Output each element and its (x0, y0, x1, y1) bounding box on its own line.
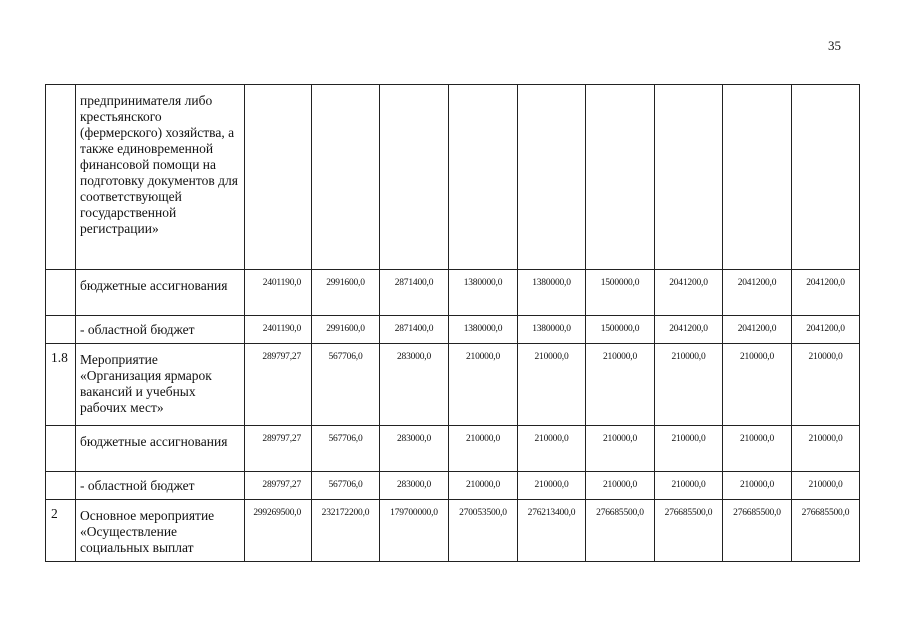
value-cell: 283000,0 (380, 472, 449, 500)
row-number (46, 270, 76, 316)
value-cell: 289797,27 (245, 472, 312, 500)
value-cell: 210000,0 (723, 426, 792, 472)
value-cell: 179700000,0 (380, 500, 449, 562)
value-cell: 2041200,0 (792, 316, 860, 344)
value-cell: 283000,0 (380, 344, 449, 426)
value-cell: 210000,0 (655, 472, 723, 500)
table-row (46, 426, 860, 472)
value-cell: 210000,0 (586, 426, 655, 472)
value-cell: 210000,0 (723, 344, 792, 426)
value-cell: 270053500,0 (449, 500, 518, 562)
value-cell: 2041200,0 (723, 316, 792, 344)
value-cell: 2871400,0 (380, 270, 449, 316)
value-cell: 2041200,0 (655, 270, 723, 316)
value-cell (655, 85, 723, 270)
table-row (46, 500, 860, 562)
value-cell: 210000,0 (655, 344, 723, 426)
row-number: 2 (46, 500, 76, 562)
value-cell: 2041200,0 (723, 270, 792, 316)
row-number (46, 426, 76, 472)
value-cell: 2401190,0 (245, 316, 312, 344)
value-cell: 1500000,0 (586, 316, 655, 344)
value-cell: 2991600,0 (312, 270, 380, 316)
value-cell: 276685500,0 (792, 500, 860, 562)
value-cell: 2041200,0 (792, 270, 860, 316)
value-cell: 210000,0 (655, 426, 723, 472)
row-number (46, 85, 76, 270)
value-cell: 1500000,0 (586, 270, 655, 316)
value-cell: 210000,0 (449, 472, 518, 500)
value-cell: 2991600,0 (312, 316, 380, 344)
value-cell: 210000,0 (518, 344, 586, 426)
value-cell: 567706,0 (312, 344, 380, 426)
value-cell: 567706,0 (312, 426, 380, 472)
row-description: Основное мероприятие «Осуществление социальных выплат (76, 500, 245, 562)
value-cell (518, 85, 586, 270)
value-cell: 210000,0 (518, 426, 586, 472)
row-number: 1.8 (46, 344, 76, 426)
value-cell: 299269500,0 (245, 500, 312, 562)
value-cell: 2401190,0 (245, 270, 312, 316)
page-number: 35 (828, 38, 841, 53)
value-cell: 210000,0 (792, 344, 860, 426)
table-row (46, 85, 860, 270)
value-cell: 210000,0 (723, 472, 792, 500)
table-row (46, 316, 860, 344)
value-cell: 210000,0 (792, 472, 860, 500)
value-cell (245, 85, 312, 270)
value-cell: 210000,0 (449, 426, 518, 472)
value-cell: 1380000,0 (449, 270, 518, 316)
row-number (46, 316, 76, 344)
table-row (46, 270, 860, 316)
row-description: бюджетные ассигнования (76, 270, 245, 316)
value-cell: 1380000,0 (449, 316, 518, 344)
budget-table (45, 84, 860, 562)
row-description: бюджетные ассигнования (76, 426, 245, 472)
value-cell (586, 85, 655, 270)
value-cell: 210000,0 (449, 344, 518, 426)
value-cell: 283000,0 (380, 426, 449, 472)
value-cell: 210000,0 (518, 472, 586, 500)
row-description: Мероприятие «Организация ярмарок вакансий и учебных рабочих мест» (76, 344, 245, 426)
value-cell: 1380000,0 (518, 270, 586, 316)
value-cell: 210000,0 (792, 426, 860, 472)
value-cell: 232172200,0 (312, 500, 380, 562)
value-cell: 289797,27 (245, 426, 312, 472)
value-cell: 276685500,0 (655, 500, 723, 562)
row-description: - областной бюджет (76, 472, 245, 500)
table-row (46, 344, 860, 426)
value-cell (312, 85, 380, 270)
row-description: - областной бюджет (76, 316, 245, 344)
value-cell: 210000,0 (586, 472, 655, 500)
value-cell: 276685500,0 (586, 500, 655, 562)
value-cell: 1380000,0 (518, 316, 586, 344)
value-cell: 2871400,0 (380, 316, 449, 344)
value-cell: 210000,0 (586, 344, 655, 426)
value-cell: 2041200,0 (655, 316, 723, 344)
row-description: предпринимателя либо крестьянского (фермерского) хозяйства, а также единовременной финансовой помощи на подготовку документов для соответствующей государственной регистрации» (76, 85, 245, 270)
value-cell (449, 85, 518, 270)
value-cell: 567706,0 (312, 472, 380, 500)
value-cell: 276685500,0 (723, 500, 792, 562)
table-row (46, 472, 860, 500)
value-cell: 289797,27 (245, 344, 312, 426)
row-number (46, 472, 76, 500)
value-cell (723, 85, 792, 270)
value-cell (792, 85, 860, 270)
value-cell (380, 85, 449, 270)
value-cell: 276213400,0 (518, 500, 586, 562)
